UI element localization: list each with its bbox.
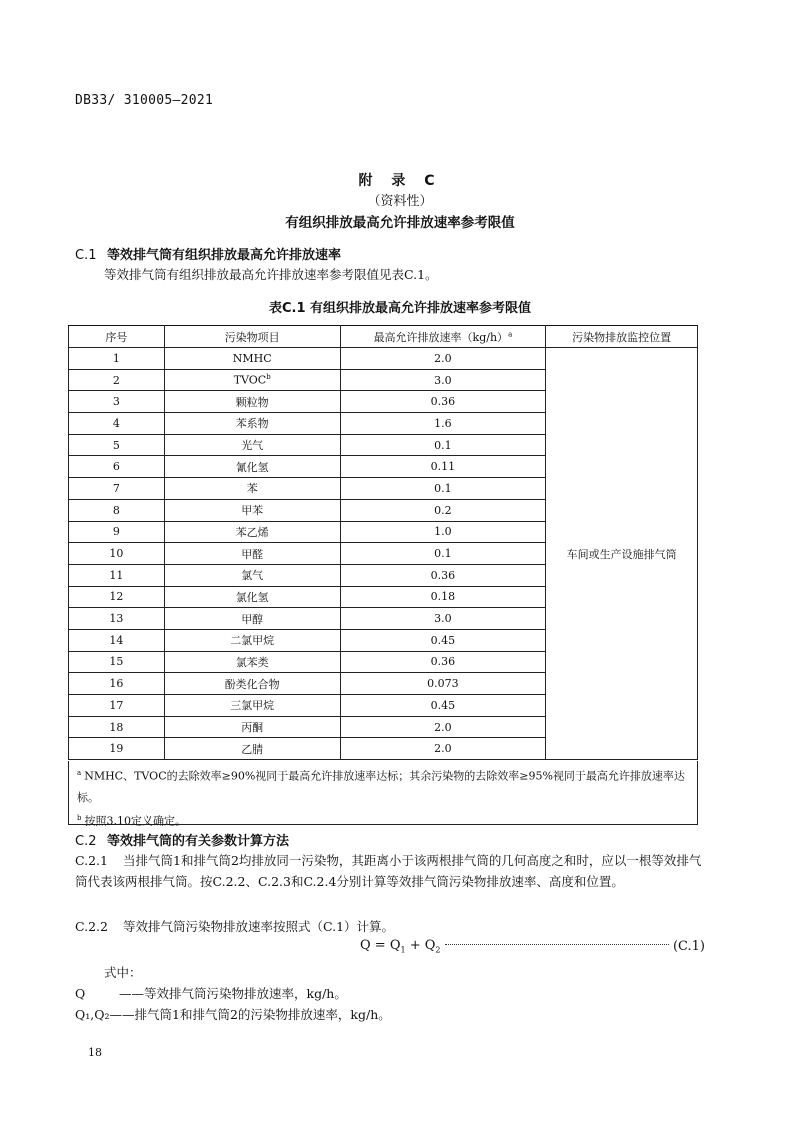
- cell-item: [164, 651, 340, 673]
- annex-name: 有组织排放最高允许排放速率参考限值: [285, 215, 515, 231]
- section-c21-number: C.2.1: [75, 853, 108, 868]
- formula-leader-dots: [445, 943, 669, 945]
- header-location: 污染物排放监控位置: [546, 326, 698, 348]
- note-b-text: 按照3.10定义确定。: [84, 814, 186, 828]
- cell-item: [164, 391, 340, 413]
- cell-item-text: 苯乙烯: [235, 525, 269, 539]
- cell-item-text: NMHC: [232, 351, 272, 365]
- cell-rate: 0.18: [340, 586, 546, 608]
- cell-rate: 2.0: [340, 348, 546, 370]
- table-header-row: [69, 326, 698, 348]
- cell-item-text: 甲苯: [241, 504, 264, 518]
- document-code: DB33/ 310005—2021: [75, 93, 214, 108]
- section-c22-body: 等效排气筒污染物排放速率按照式（C.1）计算。: [123, 919, 395, 934]
- cell-item-text: 氯气: [241, 569, 264, 583]
- where-q12-desc: ——排气筒1和排气筒2的污染物排放速率，kg/h。: [109, 1007, 391, 1022]
- section-c1-heading: [75, 244, 341, 263]
- table-body: [69, 348, 698, 760]
- where-q: [75, 983, 347, 1004]
- cell-item: [164, 348, 340, 370]
- cell-item: [164, 695, 340, 717]
- cell-no: 1: [69, 348, 165, 370]
- cell-rate: 0.1: [340, 478, 546, 500]
- cell-item: [164, 673, 340, 695]
- where-q12: [75, 1004, 391, 1025]
- cell-no: 7: [69, 478, 165, 500]
- cell-no: 3: [69, 391, 165, 413]
- cell-item-text: 甲醇: [241, 612, 264, 626]
- cell-item-text: 丙酮: [241, 721, 264, 735]
- cell-no: 2: [69, 369, 165, 391]
- cell-no: 6: [69, 456, 165, 478]
- cell-item: [164, 716, 340, 738]
- table-notes: [68, 761, 698, 828]
- cell-no: 9: [69, 521, 165, 543]
- note-a-text: NMHC、TVOC的去除效率≥90%视同于最高允许排放速率达标；其余污染物的去除效率≥95%视同于最高允许排放速率达标。: [77, 769, 685, 804]
- header-item: 污染物项目: [164, 326, 340, 348]
- cell-no: 5: [69, 434, 165, 456]
- cell-rate: 0.2: [340, 499, 546, 521]
- formula-sub2: 2: [435, 945, 441, 955]
- table-row: [69, 348, 698, 370]
- cell-rate: 0.45: [340, 695, 546, 717]
- annex-title: 附 录 C: [358, 173, 442, 189]
- where-q-symbol: Q: [75, 986, 86, 1001]
- note-a-mark: a: [77, 769, 82, 777]
- cell-item-text: 三氯甲烷: [230, 699, 275, 713]
- formula-plus: + Q: [405, 938, 436, 953]
- cell-item-text: 氰化氢: [235, 460, 269, 474]
- table-caption: 表C.1 有组织排放最高允许排放速率参考限值: [268, 301, 532, 316]
- section-c22-paragraph: [75, 916, 394, 937]
- cell-rate: 0.45: [340, 629, 546, 651]
- formula-c1: [360, 938, 705, 955]
- header-rate: [340, 326, 546, 348]
- cell-item: [164, 564, 340, 586]
- where-intro: 式中：: [104, 965, 142, 980]
- cell-item: [164, 434, 340, 456]
- cell-no: 19: [69, 738, 165, 760]
- section-c1-number: C.1: [75, 248, 97, 263]
- formula-expression: [360, 938, 441, 955]
- cell-no: 17: [69, 695, 165, 717]
- cell-rate: 1.6: [340, 413, 546, 435]
- cell-rate: 2.0: [340, 716, 546, 738]
- cell-item-text: 苯: [246, 482, 258, 496]
- cell-no: 10: [69, 543, 165, 565]
- formula-lhs: Q = Q: [360, 938, 401, 953]
- cell-rate: 0.073: [340, 673, 546, 695]
- cell-rate: 0.36: [340, 391, 546, 413]
- cell-rate: 3.0: [340, 608, 546, 630]
- formula-label: (C.1): [672, 938, 705, 954]
- section-c2-title: 等效排气筒的有关参数计算方法: [107, 834, 290, 849]
- section-c21-paragraph: [75, 850, 705, 892]
- cell-item-text: 氯苯类: [235, 655, 269, 669]
- cell-no: 8: [69, 499, 165, 521]
- cell-item: [164, 499, 340, 521]
- where-q12-symbol: Q₁,Q₂: [75, 1007, 110, 1022]
- cell-item-text: 酚类化合物: [224, 677, 280, 691]
- cell-item-footnote-mark: b: [266, 373, 271, 382]
- cell-item: [164, 608, 340, 630]
- cell-no: 11: [69, 564, 165, 586]
- cell-item-text: 苯系物: [235, 417, 269, 431]
- annex-subtitle: （资料性）: [367, 194, 433, 209]
- note-b-mark: b: [77, 813, 82, 822]
- cell-rate: 0.1: [340, 543, 546, 565]
- formula-sub1: 1: [400, 945, 406, 955]
- cell-item-text: 颗粒物: [235, 395, 269, 409]
- cell-rate: 0.36: [340, 564, 546, 586]
- cell-no: 16: [69, 673, 165, 695]
- cell-no: 15: [69, 651, 165, 673]
- cell-item: [164, 586, 340, 608]
- cell-item-text: 光气: [241, 439, 264, 453]
- cell-rate: 0.36: [340, 651, 546, 673]
- cell-rate: 0.11: [340, 456, 546, 478]
- note-a: [77, 763, 689, 808]
- cell-rate: 3.0: [340, 369, 546, 391]
- page-number: 18: [88, 1046, 102, 1059]
- cell-item: [164, 521, 340, 543]
- cell-item-text: 氯化氢: [235, 590, 269, 604]
- cell-item: [164, 456, 340, 478]
- cell-no: 14: [69, 629, 165, 651]
- section-c1-body: 等效排气筒有组织排放最高允许排放速率参考限值见表C.1。: [104, 267, 438, 282]
- cell-item-text: 甲醛: [241, 547, 264, 561]
- note-b: [77, 808, 689, 832]
- section-c2-heading: [75, 830, 289, 849]
- section-c2-number: C.2: [75, 834, 97, 849]
- cell-rate: 1.0: [340, 521, 546, 543]
- cell-item: [164, 478, 340, 500]
- header-no: 序号: [69, 326, 165, 348]
- header-rate-label: 最高允许排放速率（kg/h）: [373, 330, 509, 344]
- where-q-desc: ——等效排气筒污染物排放速率，kg/h。: [119, 986, 347, 1001]
- cell-item: [164, 413, 340, 435]
- cell-no: 12: [69, 586, 165, 608]
- section-c1-title: 等效排气筒有组织排放最高允许排放速率: [107, 248, 342, 263]
- limits-table: [68, 325, 698, 760]
- cell-no: 13: [69, 608, 165, 630]
- cell-location: 车间或生产设施排气筒: [546, 348, 698, 760]
- header-rate-footnote-mark: a: [508, 329, 513, 338]
- cell-item: [164, 629, 340, 651]
- section-c22-number: C.2.2: [75, 919, 108, 934]
- cell-item: [164, 369, 340, 391]
- cell-item-text: TVOC: [233, 373, 267, 387]
- cell-item: [164, 543, 340, 565]
- cell-item-text: 二氯甲烷: [230, 634, 275, 648]
- cell-item: [164, 738, 340, 760]
- section-c21-body: 当排气筒1和排气筒2均排放同一污染物，其距离小于该两根排气筒的几何高度之和时，应以一根等效排气筒代表该两根排气筒。按C.2.2、C.2.3和C.2.4分别计算等效排气筒污染物排放速率、高度和位置。: [75, 853, 702, 889]
- cell-rate: 2.0: [340, 738, 546, 760]
- cell-rate: 0.1: [340, 434, 546, 456]
- cell-no: 4: [69, 413, 165, 435]
- cell-item-text: 乙腈: [241, 742, 264, 756]
- cell-no: 18: [69, 716, 165, 738]
